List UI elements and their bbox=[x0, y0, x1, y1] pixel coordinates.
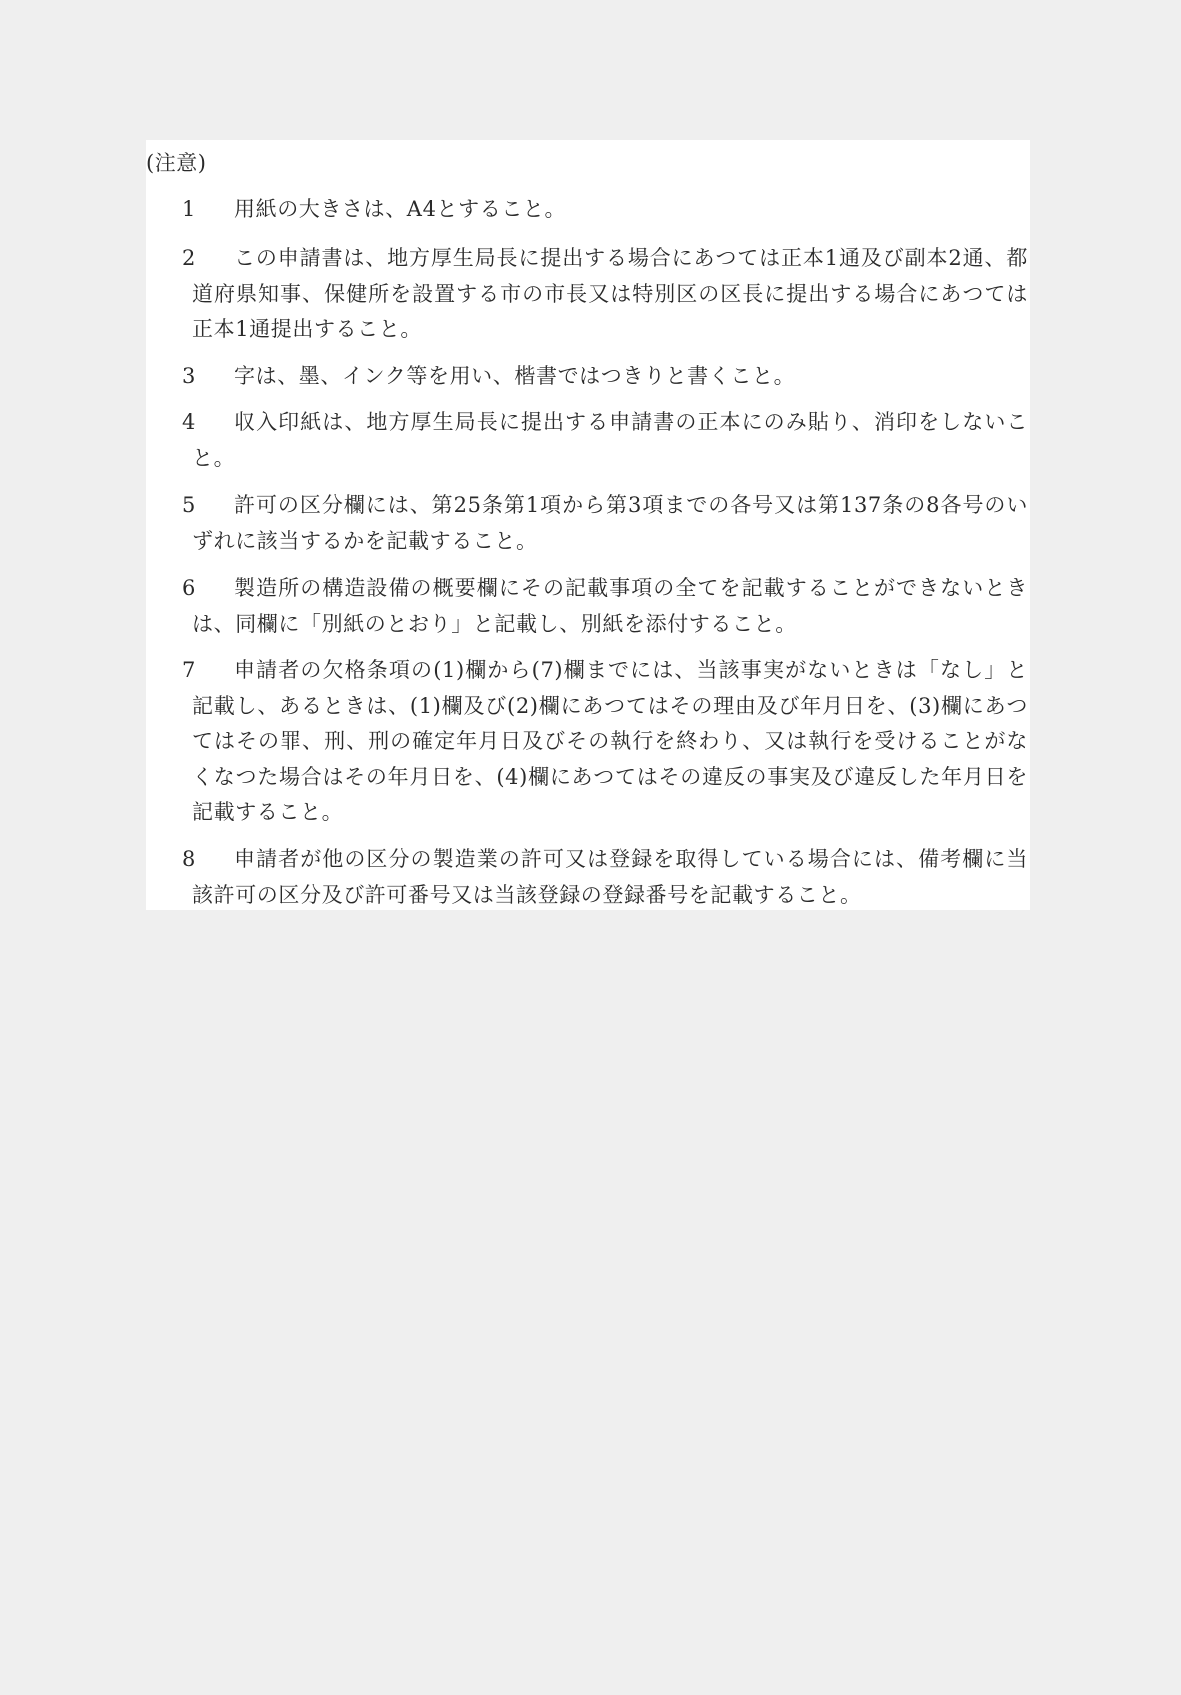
notes-title: (注意) bbox=[146, 151, 207, 175]
note-number: 1 bbox=[182, 197, 196, 221]
note-number: 5 bbox=[182, 493, 196, 517]
note-item-2 bbox=[182, 241, 1028, 348]
note-number: 6 bbox=[182, 576, 196, 600]
note-text: 製造所の構造設備の概要欄にその記載事項の全てを記載することができないときは、同欄に「別紙のとおり」と記載し、別紙を添付すること。 bbox=[192, 576, 1028, 636]
note-item-8 bbox=[182, 842, 1028, 913]
note-text: 申請者の欠格条項の(1)欄から(7)欄までには、当該事実がないときは「なし」と記載し、あるときは、(1)欄及び(2)欄にあつてはその理由及び年月日を、(3)欄にあつてはその罪、刑、刑の確定年月日及びその執行を終わり、又は執行を受けることがなくなつた場合はその年月日を、(4)欄にあつてはその違反の事実及び違反した年月日を記載すること。 bbox=[192, 658, 1028, 824]
note-item-7 bbox=[182, 653, 1028, 831]
note-number: 7 bbox=[182, 658, 196, 682]
note-item-3 bbox=[182, 359, 1028, 395]
note-item-4 bbox=[182, 405, 1028, 476]
note-item-5 bbox=[182, 488, 1028, 559]
note-item-1 bbox=[182, 192, 1028, 228]
note-text: 収入印紙は、地方厚生局長に提出する申請書の正本にのみ貼り、消印をしないこと。 bbox=[192, 410, 1028, 470]
note-text: 許可の区分欄には、第25条第1項から第3項までの各号又は第137条の8各号のいずれに該当するかを記載すること。 bbox=[192, 493, 1028, 553]
note-text: この申請書は、地方厚生局長に提出する場合にあつては正本1通及び副本2通、都道府県知事、保健所を設置する市の市長又は特別区の区長に提出する場合にあつては正本1通提出すること。 bbox=[192, 246, 1028, 341]
note-number: 3 bbox=[182, 364, 196, 388]
note-text: 用紙の大きさは、A4とすること。 bbox=[234, 197, 567, 221]
note-number: 2 bbox=[182, 246, 196, 270]
note-number: 4 bbox=[182, 410, 196, 434]
note-item-6 bbox=[182, 571, 1028, 642]
note-text: 申請者が他の区分の製造業の許可又は登録を取得している場合には、備考欄に当該許可の区分及び許可番号又は当該登録の登録番号を記載すること。 bbox=[192, 847, 1028, 907]
note-number: 8 bbox=[182, 847, 196, 871]
note-text: 字は、墨、インク等を用い、楷書ではつきりと書くこと。 bbox=[234, 364, 796, 388]
